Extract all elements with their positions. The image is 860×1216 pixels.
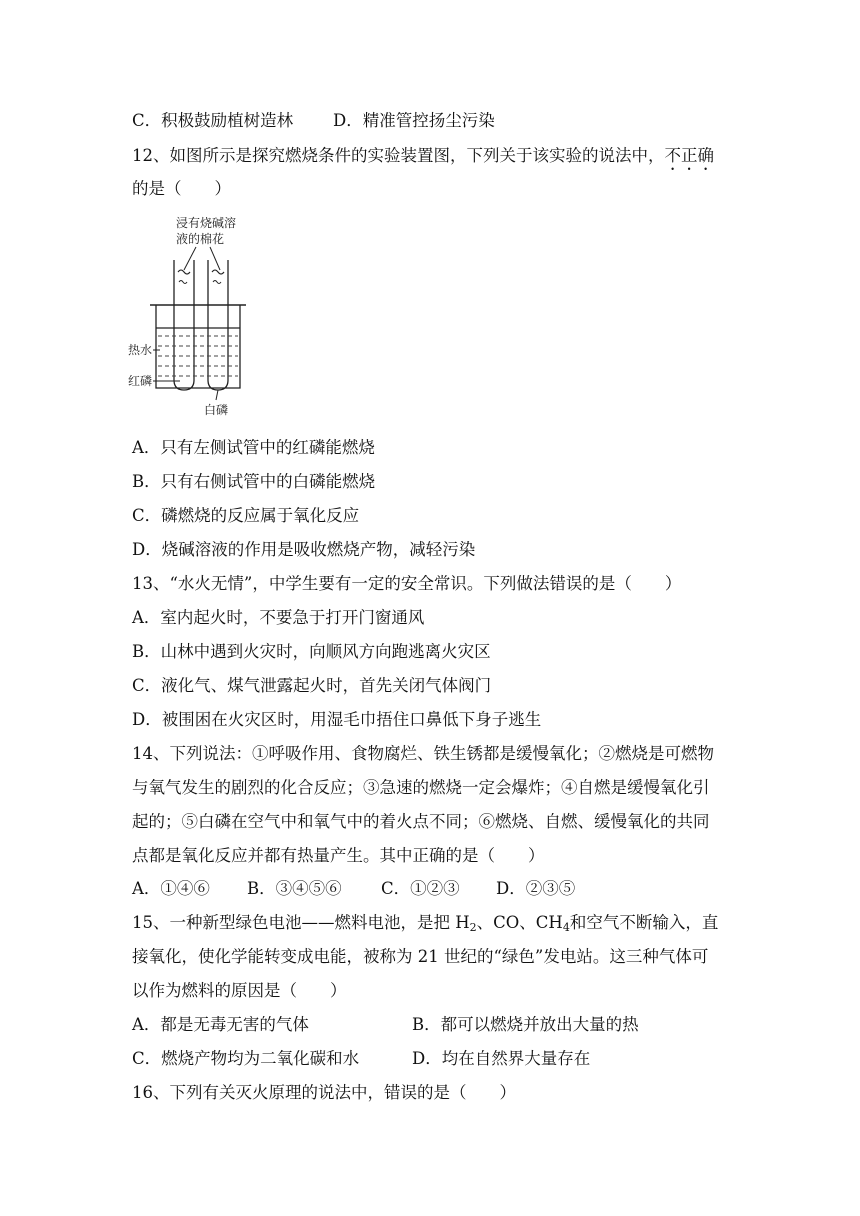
q12-stem-text: 12、如图所示是探究燃烧条件的实验装置图，下列关于该实验的说法中， <box>132 146 665 165</box>
q14-option-c: C．①②③ <box>381 879 460 898</box>
q12-option-a: A．只有左侧试管中的红磷能燃烧 <box>132 438 375 457</box>
q13-option-d: D．被围困在火灾区时，用湿毛巾捂住口鼻低下身子逃生 <box>132 710 542 729</box>
q14-option-b: B．③④⑤⑥ <box>247 879 342 898</box>
q14-option-d: D．②③⑤ <box>496 879 576 898</box>
q11-option-d: D．精准管控扬尘污染 <box>333 111 495 130</box>
q15-option-c: C．燃烧产物均为二氧化碳和水 <box>132 1049 360 1068</box>
q12-option-c: C．磷燃烧的反应属于氧化反应 <box>132 506 360 525</box>
q14-stem-line-2: 与氧气发生的剧烈的化合反应；③急速的燃烧一定会爆炸；④自燃是缓慢氧化引 <box>132 778 710 797</box>
q11-option-c: C．积极鼓励植树造林 <box>132 111 294 130</box>
q16-stem: 16、下列有关灭火原理的说法中，错误的是（ ） <box>132 1083 516 1102</box>
figure-label-cotton-1: 浸有烧碱溶 <box>176 216 237 230</box>
q15-stem-line-2: 接氧化，使化学能转变成电能，被称为 21 世纪的“绿色”发电站。这三种气体可 <box>132 947 709 966</box>
q15-stem-line-1 <box>132 912 718 934</box>
q15-stem-part-3: 和空气不断输入，直 <box>569 913 719 932</box>
q15-option-d: D．均在自然界大量存在 <box>412 1049 591 1068</box>
q12-emphasis: 不正确 <box>664 146 714 165</box>
q14-stem-line-1: 14、下列说法：①呼吸作用、食物腐烂、铁生锈都是缓慢氧化；②燃烧是可燃物 <box>132 744 714 763</box>
combustion-apparatus-figure <box>128 210 263 425</box>
figure-label-hot-water: 热水 <box>128 343 153 357</box>
h2-subscript: 2 <box>469 921 477 934</box>
ch4-subscript: 4 <box>562 921 570 934</box>
q12-stem-line-2: 的是（ ） <box>132 179 231 198</box>
q13-option-b: B．山林中遇到火灾时，向顺风方向跑逃离火灾区 <box>132 642 491 661</box>
q15-option-a: A．都是无毒无害的气体 <box>132 1015 309 1034</box>
q15-stem-part-2: 、CO、CH <box>476 913 563 932</box>
q14-stem-line-4: 点都是氧化反应并都有热量产生。其中正确的是（ ） <box>132 846 545 865</box>
q14-option-a: A．①④⑥ <box>132 879 210 898</box>
q12-option-b: B．只有右侧试管中的白磷能燃烧 <box>132 472 376 491</box>
figure-label-white-phosphorus: 白磷 <box>204 403 229 417</box>
q12-option-d: D．烧碱溶液的作用是吸收燃烧产物，减轻污染 <box>132 540 476 559</box>
q12-stem-line-1 <box>132 145 714 174</box>
figure-label-red-phosphorus: 红磷 <box>128 374 153 388</box>
q14-stem-line-3: 起的；⑤白磷在空气中和氧气中的着火点不同；⑥燃烧、自燃、缓慢氧化的共同 <box>132 812 710 831</box>
q13-stem: 13、“水火无情”，中学生要有一定的安全常识。下列做法错误的是（ ） <box>132 574 682 593</box>
q13-option-a: A．室内起火时，不要急于打开门窗通风 <box>132 608 425 627</box>
figure-label-cotton-2: 液的棉花 <box>176 232 225 246</box>
q15-stem-part-1: 15、一种新型绿色电池——燃料电池，是把 H <box>132 913 470 932</box>
q13-option-c: C．液化气、煤气泄露起火时，首先关闭气体阀门 <box>132 676 492 695</box>
q15-stem-line-3: 以作为燃料的原因是（ ） <box>132 981 347 1000</box>
q15-option-b: B．都可以燃烧并放出大量的热 <box>412 1015 639 1034</box>
